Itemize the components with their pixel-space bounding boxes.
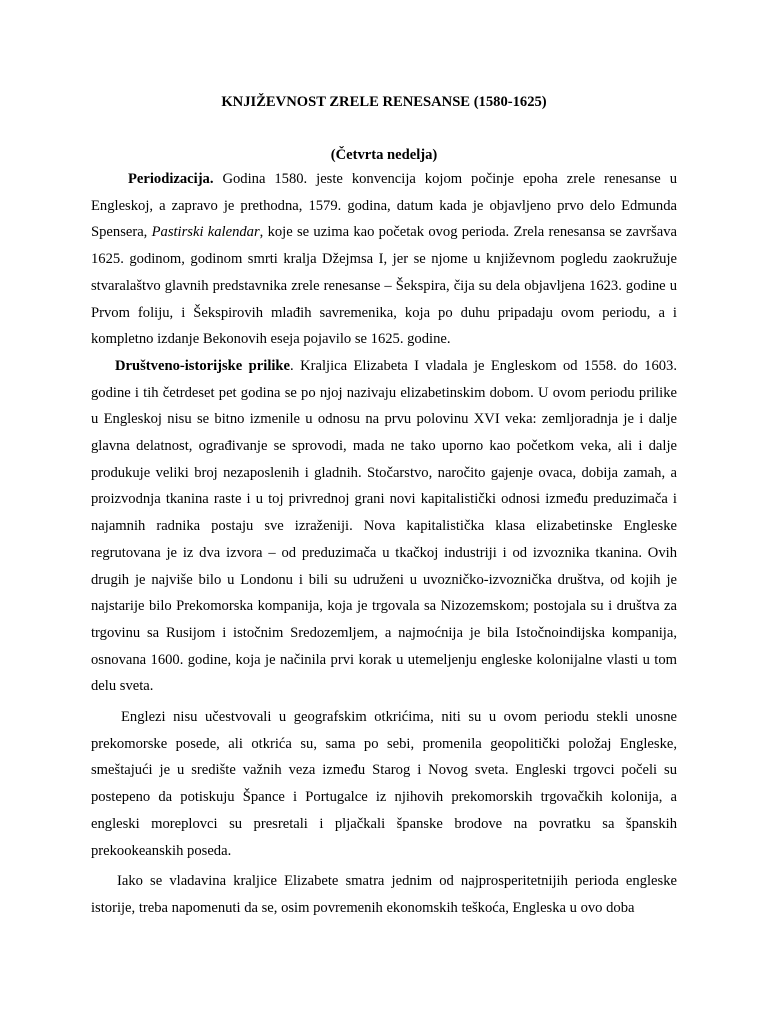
paragraph-lead: Periodizacija. [128,171,214,187]
paragraph-text: Godina 1580. jeste konvencija kojom počinje epoha zrele renesanse u Engleskoj, a zapravo je prethodna, 1579. godina, datum kada je objavljeno prvo delo Edmunda Spensera, [91,171,677,241]
document-title: KNJIŽEVNOST ZRELE RENESANSE (1580-1625) [221,94,547,110]
document-subtitle: (Četvrta nedelja) [330,147,438,163]
paragraph-geography: Englezi nisu učestvovali u geografskim otkrićima, niti su u ovom periodu stekli unosne prekomorske posede, ali otkrića su, sama po sebi, promenila geopolitički položaj Engleske, smeštajući je u središte važnih veza između Starog i Novog sveta. Engleski trgovci počeli su postepeno da potiskuju Špance i Portugalce iz njihovih prekomorskih trgovačkih kolonija, a engleski moreplovci su presretali i pljačkali španske brodove na povratku sa španskih prekookeanskih poseda. [91,709,677,859]
paragraph-elizabeth: Iako se vladavina kraljice Elizabete smatra jednim od najprosperitetnijih perioda engleske istorije, treba napomenuti da se, osim povremenih ekonomskih teškoća, Engleska u ovo doba [91,873,677,916]
paragraph-lead: Društveno-istorijske prilike [115,357,291,374]
paragraph-social-historical [91,353,677,700]
paragraph-text: . Kraljica Elizabeta I vladala je Engleskom od 1558. do 1603. godine i tih četrdeset pet godina se po njoj nazivaju elizabetinskim dobom. U ovom periodu prilike u Engleskoj nisu se bitno izmenile u odnosu na prvu polovinu XVI veka: zemljoradnja je i dalje glavna delatnost, ograđivanje se sprovodi, mada ne tako uporno kao početkom veka, ali i dalje produkuje veliki broj nezaposlenih i gladnih. Stočarstvo, naročito gajenje ovaca, dobija zamah, a proizvodnja tkanina raste i u toj privrednoj grani novi kapitalistički odnosi između preduzimača i najamnih radnika postaju sve izraženiji. Nova kapitalistička klasa elizabetinske Engleske regrutovana je iz dva izvora – od preduzimača u tkačkoj industriji i od izvoznika tkanina. Ovih drugih je najviše bilo u Londonu i bili su udruženi u uvozničko-izvoznička društva, od kojih je najstarije bilo Prekomorska kompanija, koja je trgovala sa Nizozemskom; postojala su i društva za trgovinu sa Rusijom i istočnim Sredozemljem, a najmoćnija je bila Istočnoindijska kompanija, osnovana 1600. godine, koja je načinila prvi korak u utemeljenju engleske kolonijalne vlasti u tom delu sveta. [91,357,677,695]
paragraph-periodization [91,166,677,353]
paragraph-text: , koje se uzima kao početak ovog perioda. Zrela renesansa se završava 1625. godinom, godinom smrti kralja Džejmsa I, jer se njome u književnom pogledu zaokružuje stvaralaštvo glavnih predstavnika zrele renesanse – Šekspira, čija su dela objavljena 1623. godine u Prvom foliju, i Šekspirovih mlađih savremenika, koja po duhu pripadaju ovom periodu, a i kompletno izdanje Bekonovih eseja pojavilo se 1625. godine. [91,224,677,348]
book-title-italic: Pastirski kalendar [151,224,260,241]
document-page [91,94,677,922]
